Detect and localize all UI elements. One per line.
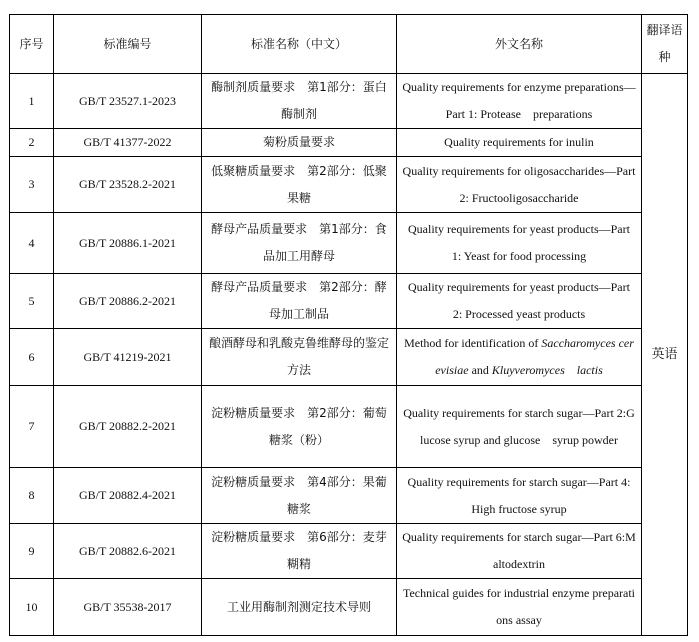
table-row <box>10 129 688 157</box>
std-no-cell: GB/T 23528.2-2021 <box>54 157 202 213</box>
std-no-cell: GB/T 23527.1-2023 <box>54 74 202 129</box>
seq-cell: 3 <box>10 157 54 213</box>
header-std-no: 标准编号 <box>54 15 202 74</box>
language-cell: 英语 <box>642 74 688 636</box>
seq-cell: 8 <box>10 468 54 524</box>
seq-cell: 2 <box>10 129 54 157</box>
table-row <box>10 579 688 636</box>
seq-cell: 7 <box>10 386 54 468</box>
name-cn-cell: 工业用酶制剂测定技术导则 <box>202 579 397 636</box>
std-no-cell: GB/T 20882.2-2021 <box>54 386 202 468</box>
foreign-text: and <box>468 363 492 377</box>
name-foreign-cell: Quality requirements for enzyme preparations—Part 1: Protease preparations <box>397 74 642 129</box>
header-name-foreign: 外文名称 <box>397 15 642 74</box>
name-foreign-cell: Quality requirements for starch sugar—Part 2:Glucose syrup and glucose syrup powder <box>397 386 642 468</box>
std-no-cell: GB/T 41219-2021 <box>54 329 202 386</box>
name-cn-cell: 淀粉糖质量要求 第4部分：果葡糖浆 <box>202 468 397 524</box>
name-cn-cell: 淀粉糖质量要求 第6部分：麦芽糊精 <box>202 524 397 579</box>
name-cn-cell: 菊粉质量要求 <box>202 129 397 157</box>
species-name: Kluyveromyces lactis <box>491 363 603 377</box>
seq-cell: 4 <box>10 213 54 274</box>
name-foreign-cell: Quality requirements for starch sugar—Part 6:Maltodextrin <box>397 524 642 579</box>
name-foreign-cell: Technical guides for industrial enzyme preparations assay <box>397 579 642 636</box>
table-row <box>10 386 688 468</box>
std-no-cell: GB/T 20886.1-2021 <box>54 213 202 274</box>
table-row <box>10 274 688 329</box>
name-foreign-cell: Quality requirements for yeast products—Part 2: Processed yeast products <box>397 274 642 329</box>
name-cn-cell: 酵母产品质量要求 第2部分：酵母加工制品 <box>202 274 397 329</box>
standards-table <box>9 14 688 636</box>
name-cn-cell: 酿酒酵母和乳酸克鲁维酵母的鉴定方法 <box>202 329 397 386</box>
header-row <box>10 15 688 74</box>
std-no-cell: GB/T 20882.4-2021 <box>54 468 202 524</box>
name-cn-cell: 低聚糖质量要求 第2部分：低聚果糖 <box>202 157 397 213</box>
name-foreign-cell: Quality requirements for starch sugar—Part 4: High fructose syrup <box>397 468 642 524</box>
species-name: Saccharomyces cerevisiae <box>435 336 634 377</box>
name-foreign-cell: Quality requirements for oligosaccharides—Part 2: Fructooligosaccharide <box>397 157 642 213</box>
std-no-cell: GB/T 20886.2-2021 <box>54 274 202 329</box>
header-name-cn: 标准名称（中文） <box>202 15 397 74</box>
name-foreign-cell: Quality requirements for inulin <box>397 129 642 157</box>
header-seq: 序号 <box>10 15 54 74</box>
std-no-cell: GB/T 35538-2017 <box>54 579 202 636</box>
name-cn-cell: 酶制剂质量要求 第1部分：蛋白酶制剂 <box>202 74 397 129</box>
seq-cell: 9 <box>10 524 54 579</box>
table-row <box>10 524 688 579</box>
name-cn-cell: 酵母产品质量要求 第1部分：食品加工用酵母 <box>202 213 397 274</box>
table-row <box>10 157 688 213</box>
seq-cell: 10 <box>10 579 54 636</box>
table-row <box>10 74 688 129</box>
table-row <box>10 213 688 274</box>
std-no-cell: GB/T 20882.6-2021 <box>54 524 202 579</box>
name-foreign-cell: Quality requirements for yeast products—Part 1: Yeast for food processing <box>397 213 642 274</box>
std-no-cell: GB/T 41377-2022 <box>54 129 202 157</box>
table-row <box>10 468 688 524</box>
header-lang: 翻译语种 <box>642 15 688 74</box>
seq-cell: 5 <box>10 274 54 329</box>
seq-cell: 6 <box>10 329 54 386</box>
name-cn-cell: 淀粉糖质量要求 第2部分：葡萄糖浆（粉） <box>202 386 397 468</box>
seq-cell: 1 <box>10 74 54 129</box>
table-row <box>10 329 688 386</box>
name-foreign-cell <box>397 329 642 386</box>
foreign-text: Method for identification of <box>404 336 542 350</box>
